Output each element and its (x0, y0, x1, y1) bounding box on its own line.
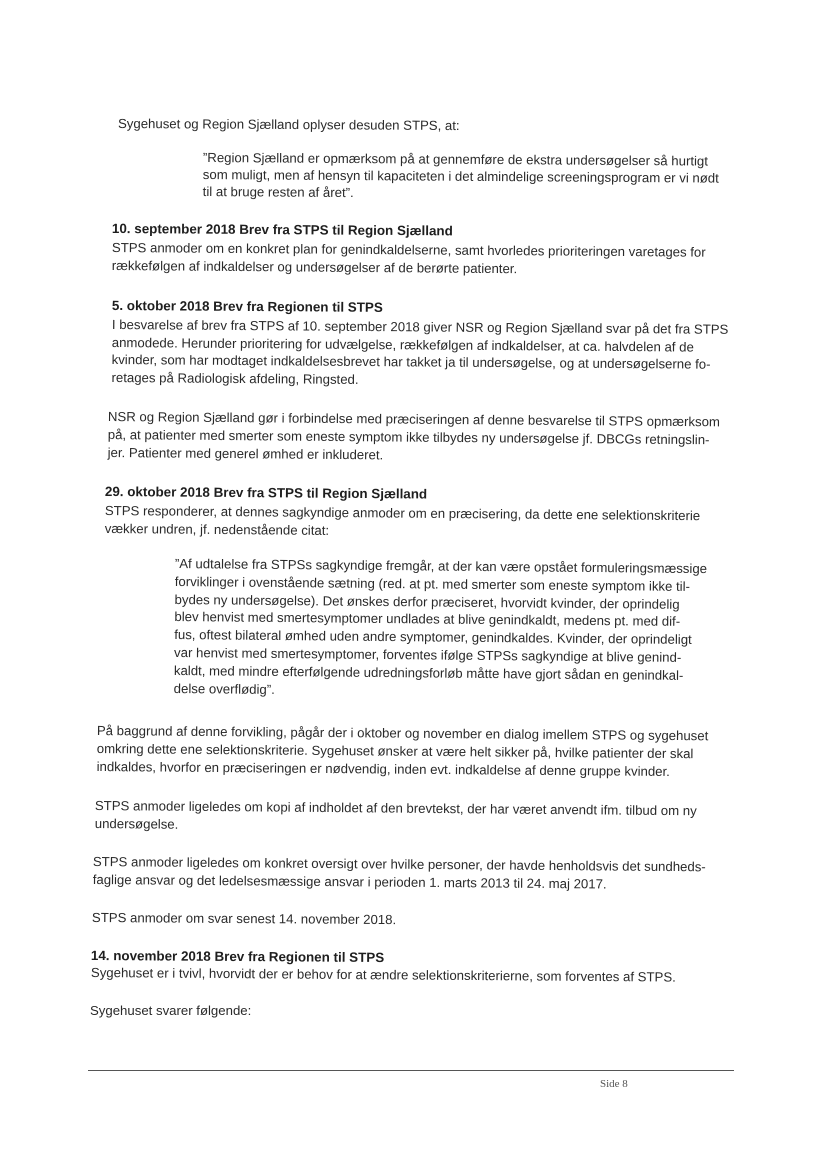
quote-line: delse overflødig”. (173, 680, 275, 697)
paragraph-line: på, at patienter med smerter som eneste symptom ikke tilbydes ny undersøgelse jf. DBCGs retningslin- (107, 426, 710, 448)
quote-line: forviklinger i ovenstående sætning (red. at pt. med smerter som eneste symptom ikke til- (174, 573, 691, 594)
paragraph-line: faglige ansvar og det ledelsesmæssige ansvar i perioden 1. marts 2013 til 24. maj 2017. (92, 871, 607, 892)
section-heading: 14. november 2018 Brev fra Regionen til STPS (90, 948, 385, 966)
paragraph-line: jer. Patienter med generel ømhed er inkluderet. (107, 444, 384, 462)
paragraph-line: anmodede. Herunder prioritering for udvælgelse, rækkefølgen af indkaldelser, at ca. halvdelen af de (111, 334, 694, 355)
section-paragraph (112, 239, 706, 279)
quote-line: var henvist med smertesymptomer, forventes ifølge STPSs sagkyndige at blive genind- (173, 644, 682, 665)
footer-divider (88, 1070, 734, 1071)
quote-line: ”Af udtalelse fra STPSs sagkyndige fremgår, at der kan være opstået formuleringsmæssige (174, 555, 708, 577)
paragraph-line: STPS anmoder ligeledes om kopi af indholdet af den brevtekst, der har været anvendt ifm. tilbud om ny (94, 797, 697, 819)
quote-line: bydes ny undersøgelse). Det ønskes derfor præciseret, hvorvidt kvinder, der oprindelig (174, 591, 680, 612)
section-paragraph (91, 965, 676, 986)
deadline-paragraph: STPS anmoder om svar senest 14. november 2018. (91, 910, 397, 928)
paragraph-line: NSR og Region Sjælland gør i forbindelse med præciseringen af denne besvarelse til STPS opmærksom (107, 408, 721, 430)
section-paragraph: Sygehuset svarer følgende: (90, 1003, 252, 1018)
paragraph-line: STPS responderer, at dennes sagkyndige anmoder om en præcisering, da dette ene selektionskriterie (104, 502, 701, 524)
section-paragraph (93, 853, 706, 894)
page-number: Side 8 (600, 1078, 628, 1090)
section-heading: 5. oktober 2018 Brev fra Regionen til STPS (111, 298, 383, 315)
paragraph-line: kvinder, som har modtaget indkaldelsesbrevet har takket ja til undersøgelse, og at undersøgelserne fo- (111, 352, 711, 372)
section-heading: 10. september 2018 Brev fra STPS til Region Sjælland (111, 221, 453, 239)
quote-block (174, 555, 707, 702)
paragraph-line: rækkefølgen af indkaldelser og undersøgelser af de berørte patienter. (111, 257, 518, 276)
paragraph-line: vækker undren, jf. nedenstående citat: (104, 520, 330, 538)
paragraph-line: På baggrund af denne forvikling, pågår der i oktober og november en dialog imellem STPS og sygehuset (96, 722, 709, 744)
quote-block (203, 149, 719, 204)
section-paragraph (105, 502, 701, 542)
quote-line: som muligt, men af hensyn til kapaciteten i det almindelige screeningsprogram er vi nødt (202, 166, 719, 186)
quote-line: kaldt, med mindre efterfølgende udredningsforløb måtte have gjort sådan en genindkal- (173, 662, 684, 683)
paragraph-line: STPS anmoder om en konkret plan for genindkaldelserne, samt hvorledes prioriteringen varetages for (111, 239, 706, 260)
paragraph-line: omkring dette ene selektionskriterie. Sygehuset ønsker at være helt sikker på, hvilke patienter der skal (96, 740, 694, 762)
quote-line: ”Region Sjælland er opmærksom på at gennemføre de ekstra undersøgelser så hurtigt (202, 149, 709, 169)
paragraph-line: undersøgelse. (94, 815, 179, 832)
section-heading: 29. oktober 2018 Brev fra STPS til Region Sjælland (104, 484, 428, 502)
paragraph-line: I besvarelse af brev fra STPS af 10. september 2018 giver NSR og Region Sjælland svar på det fra STPS (111, 316, 729, 337)
section-paragraph (97, 722, 709, 781)
paragraph-line: STPS anmoder ligeledes om konkret oversigt over hvilke personer, der havde henholdsvis det sundheds- (92, 853, 706, 875)
quote-line: til at bruge resten af året”. (202, 183, 354, 201)
section-paragraph (108, 408, 720, 467)
intro-paragraph: Sygehuset og Region Sjælland oplyser desuden STPS, at: (117, 115, 460, 134)
quote-line: fus, oftest bilateral ømhed uden andre symptomer, genindkaldes. Kvinder, der oprindeligt (174, 627, 692, 648)
paragraph-line: retages på Radiologisk afdeling, Ringsted. (111, 369, 359, 387)
paragraph-line: Sygehuset er i tvivl, hvorvidt der er behov for at ændre selektionskriterierne, som forventes af STPS. (90, 965, 676, 985)
quote-line: blev henvist med smertesymptomer undlades at blive genindkaldt, medens pt. med dif- (174, 609, 681, 630)
section-paragraph (111, 316, 728, 391)
section-paragraph (95, 797, 697, 838)
paragraph-line: indkaldes, hvorfor en præciseringen er nødvendig, inden evt. indkaldelse af denne gruppe kvinder. (96, 758, 670, 779)
